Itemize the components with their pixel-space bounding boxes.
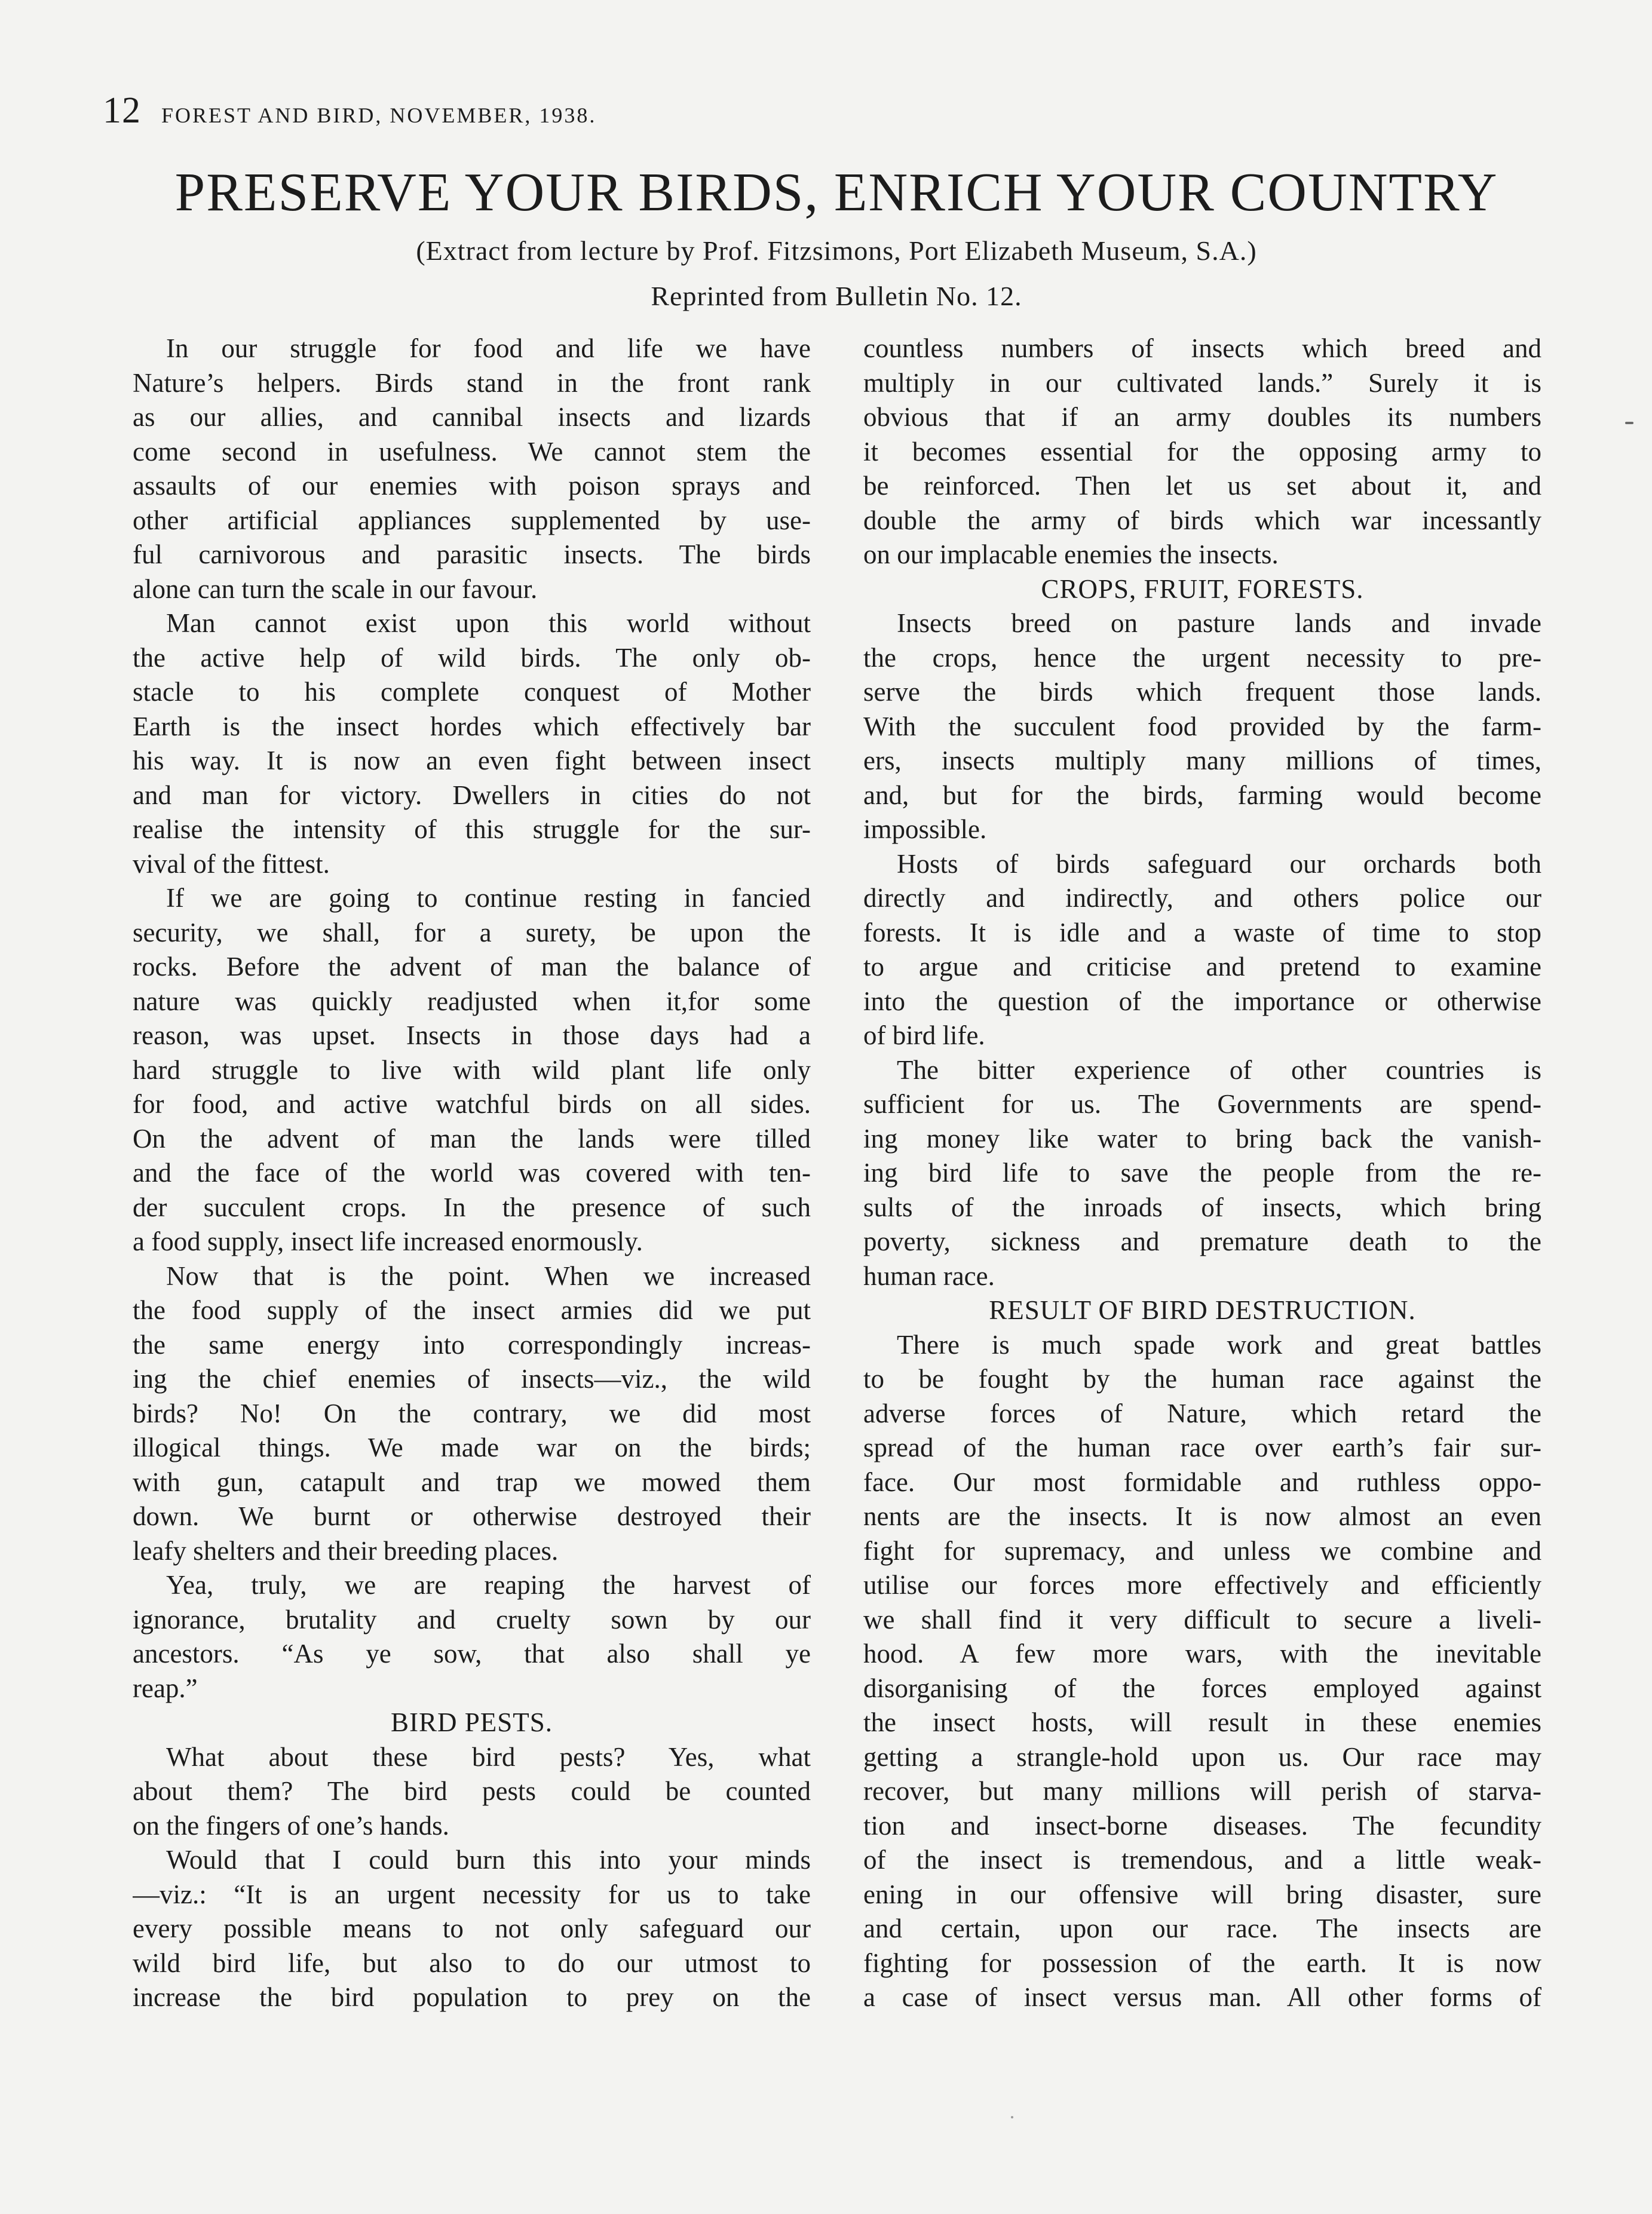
- right-column-text-line: human race.: [863, 1261, 995, 1291]
- right-column-text-line: of bird life.: [863, 1020, 985, 1050]
- reprint-note: Reprinted from Bulletin No. 12.: [651, 281, 1022, 311]
- left-column-text-line: other artificial appliances supplemented by use-: [133, 505, 811, 535]
- left-column-text-line: alone can turn the scale in our favour.: [133, 574, 538, 604]
- right-column-text-line: face. Our most formidable and ruthless oppo-: [863, 1467, 1541, 1497]
- right-column-text-line: obvious that if an army doubles its numbers: [863, 402, 1541, 432]
- left-column-text-line: for food, and active watchful birds on all sides.: [133, 1089, 811, 1119]
- right-column-text-line: utilise our forces more effectively and efficiently: [863, 1570, 1541, 1600]
- left-column-text-line: —viz.: “It is an urgent necessity for us to take: [133, 1879, 811, 1909]
- left-column-text-line: Now that is the point. When we increased: [166, 1261, 811, 1291]
- right-column-text-line: spread of the human race over earth’s fair sur-: [863, 1433, 1541, 1462]
- article-subtitle: (Extract from lecture by Prof. Fitzsimons, Port Elizabeth Museum, S.A.): [416, 235, 1257, 266]
- left-column-text-line: on the fingers of one’s hands.: [133, 1810, 449, 1841]
- left-column-text-line: Nature’s helpers. Birds stand in the front rank: [133, 367, 811, 398]
- right-column-text-line: ers, insects multiply many millions of times,: [863, 746, 1541, 775]
- left-column-text-line: reason, was upset. Insects in those days had a: [133, 1020, 811, 1050]
- left-column-text-line: birds? No! On the contrary, we did most: [133, 1398, 811, 1428]
- left-column-text-line: illogical things. We made war on the birds;: [133, 1433, 811, 1462]
- left-column-text-line: Would that I could burn this into your minds: [166, 1845, 811, 1875]
- right-column-text-line: fight for supremacy, and unless we combine and: [863, 1535, 1541, 1566]
- left-column-text-line: hard struggle to live with wild plant life only: [133, 1054, 811, 1085]
- left-column-text-line: stacle to his complete conquest of Mother: [133, 677, 811, 707]
- right-column-text-line: hood. A few more wars, with the inevitable: [863, 1639, 1541, 1669]
- right-column: [863, 332, 1541, 2015]
- publication-line: FOREST AND BIRD, NOVEMBER, 1938.: [161, 103, 597, 127]
- left-column-text-line: come second in usefulness. We cannot stem the: [133, 436, 811, 467]
- right-column-text-line: sults of the inroads of insects, which bring: [863, 1192, 1541, 1222]
- left-column-text-line: In our struggle for food and life we have: [166, 333, 811, 363]
- right-column-text-line: poverty, sickness and premature death to the: [863, 1226, 1541, 1256]
- left-column-text-line: every possible means to not only safeguard our: [133, 1914, 811, 1943]
- left-column-text-line: increase the bird population to prey on the: [133, 1982, 811, 2012]
- left-column-text-line: the food supply of the insect armies did we put: [133, 1295, 811, 1325]
- left-column-text-line: about them? The bird pests could be counted: [133, 1776, 811, 1806]
- right-column-text-line: serve the birds which frequent those lands.: [863, 677, 1541, 707]
- left-column-section-heading: BIRD PESTS.: [390, 1707, 553, 1737]
- right-column-text-line: getting a strangle-hold upon us. Our race may: [863, 1741, 1541, 1772]
- left-column-text-line: rocks. Before the advent of man the balance of: [133, 952, 811, 982]
- right-column-text-line: disorganising of the forces employed against: [863, 1673, 1541, 1703]
- right-column-text-line: fighting for possession of the earth. It is now: [863, 1948, 1541, 1978]
- right-column-text-line: With the succulent food provided by the farm-: [863, 711, 1541, 741]
- left-column-text-line: security, we shall, for a surety, be upon the: [133, 917, 811, 947]
- left-column-text-line: On the advent of man the lands were tilled: [133, 1123, 811, 1154]
- running-head: [103, 90, 596, 137]
- left-column-text-line: as our allies, and cannibal insects and lizards: [133, 402, 811, 432]
- right-column-text-line: the crops, hence the urgent necessity to pre-: [863, 642, 1541, 673]
- left-column-text-line: wild bird life, but also to do our utmost to: [133, 1948, 811, 1978]
- left-column-text-line: ignorance, brutality and cruelty sown by our: [133, 1604, 811, 1635]
- left-column-text-line: ancestors. “As ye sow, that also shall ye: [133, 1639, 811, 1669]
- right-column-text-line: impossible.: [863, 814, 987, 844]
- left-column-text-line: with gun, catapult and trap we mowed them: [133, 1467, 811, 1497]
- right-column-section-heading: RESULT OF BIRD DESTRUCTION.: [989, 1295, 1416, 1325]
- right-column-text-line: and, but for the birds, farming would become: [863, 780, 1541, 810]
- left-column-text-line: ful carnivorous and parasitic insects. The birds: [133, 539, 811, 569]
- left-column-text-line: nature was quickly readjusted when it,for some: [133, 986, 811, 1016]
- right-column-text-line: the insect hosts, will result in these enemies: [863, 1707, 1541, 1737]
- right-column-text-line: tion and insect-borne diseases. The fecundity: [863, 1810, 1541, 1841]
- page-number: 12: [103, 90, 141, 131]
- left-column-text-line: and man for victory. Dwellers in cities do not: [133, 780, 811, 810]
- left-column-text-line: Man cannot exist upon this world without: [166, 608, 811, 638]
- right-column-text-line: adverse forces of Nature, which retard the: [863, 1398, 1541, 1428]
- left-column-text-line: der succulent crops. In the presence of such: [133, 1192, 811, 1222]
- left-column-text-line: realise the intensity of this struggle for the sur-: [133, 814, 811, 844]
- left-column: [133, 332, 811, 2015]
- right-column-text-line: The bitter experience of other countries is: [897, 1054, 1541, 1085]
- left-column-text-line: Earth is the insect hordes which effectively bar: [133, 711, 811, 741]
- right-column-text-line: of the insect is tremendous, and a little weak-: [863, 1845, 1541, 1875]
- left-column-text-line: reap.”: [133, 1673, 198, 1703]
- left-column-text-line: vival of the fittest.: [133, 848, 330, 879]
- right-column-text-line: a case of insect versus man. All other forms of: [863, 1982, 1541, 2012]
- right-column-text-line: double the army of birds which war incessantly: [863, 505, 1541, 535]
- left-column-text-line: the same energy into correspondingly increas-: [133, 1329, 811, 1360]
- left-column-text-line: ing the chief enemies of insects—viz., the wild: [133, 1364, 811, 1394]
- right-column-text-line: Hosts of birds safeguard our orchards both: [897, 848, 1541, 879]
- right-column-text-line: into the question of the importance or otherwise: [863, 986, 1541, 1016]
- right-column-text-line: to argue and criticise and pretend to examine: [863, 952, 1541, 982]
- right-column-text-line: ening in our offensive will bring disaster, sure: [863, 1879, 1541, 1909]
- left-column-text-line: his way. It is now an even fight between insect: [133, 746, 811, 775]
- right-column-text-line: nents are the insects. It is now almost an even: [863, 1501, 1541, 1531]
- right-column-text-line: ing money like water to bring back the vanish-: [863, 1123, 1541, 1154]
- left-column-text-line: a food supply, insect life increased enormously.: [133, 1226, 643, 1256]
- article-title: PRESERVE YOUR BIRDS, ENRICH YOUR COUNTRY: [174, 162, 1498, 222]
- left-column-text-line: What about these bird pests? Yes, what: [166, 1741, 811, 1772]
- right-column-text-line: to be fought by the human race against the: [863, 1364, 1541, 1394]
- right-column-text-line: we shall find it very difficult to secure a liveli-: [863, 1604, 1541, 1635]
- right-column-text-line: on our implacable enemies the insects.: [863, 539, 1279, 569]
- left-column-text-line: If we are going to continue resting in fancied: [166, 883, 811, 913]
- right-column-text-line: multiply in our cultivated lands.” Surely it is: [863, 367, 1541, 398]
- right-column-text-line: ing bird life to save the people from the re-: [863, 1158, 1541, 1188]
- left-column-text-line: leafy shelters and their breeding places.: [133, 1535, 559, 1566]
- right-column-text-line: countless numbers of insects which breed and: [863, 333, 1541, 363]
- right-column-section-heading: CROPS, FRUIT, FORESTS.: [1041, 574, 1364, 604]
- right-column-text-line: directly and indirectly, and others police our: [863, 883, 1541, 913]
- right-column-text-line: recover, but many millions will perish of starva-: [863, 1776, 1541, 1806]
- scan-dot: [1011, 2116, 1013, 2118]
- right-column-text-line: Insects breed on pasture lands and invade: [897, 608, 1541, 638]
- left-column-text-line: down. We burnt or otherwise destroyed their: [133, 1501, 811, 1531]
- scan-speck: [1625, 422, 1633, 424]
- right-column-text-line: and certain, upon our race. The insects are: [863, 1914, 1541, 1943]
- left-column-text-line: assaults of our enemies with poison sprays and: [133, 471, 811, 501]
- left-column-text-line: the active help of wild birds. The only ob-: [133, 642, 811, 673]
- right-column-text-line: There is much spade work and great battles: [897, 1329, 1541, 1360]
- right-column-text-line: forests. It is idle and a waste of time to stop: [863, 917, 1541, 947]
- left-column-text-line: Yea, truly, we are reaping the harvest of: [166, 1570, 811, 1600]
- left-column-text-line: and the face of the world was covered with ten-: [133, 1158, 811, 1188]
- right-column-text-line: sufficient for us. The Governments are spend-: [863, 1089, 1541, 1119]
- right-column-text-line: it becomes essential for the opposing army to: [863, 436, 1541, 467]
- right-column-text-line: be reinforced. Then let us set about it, and: [863, 471, 1541, 501]
